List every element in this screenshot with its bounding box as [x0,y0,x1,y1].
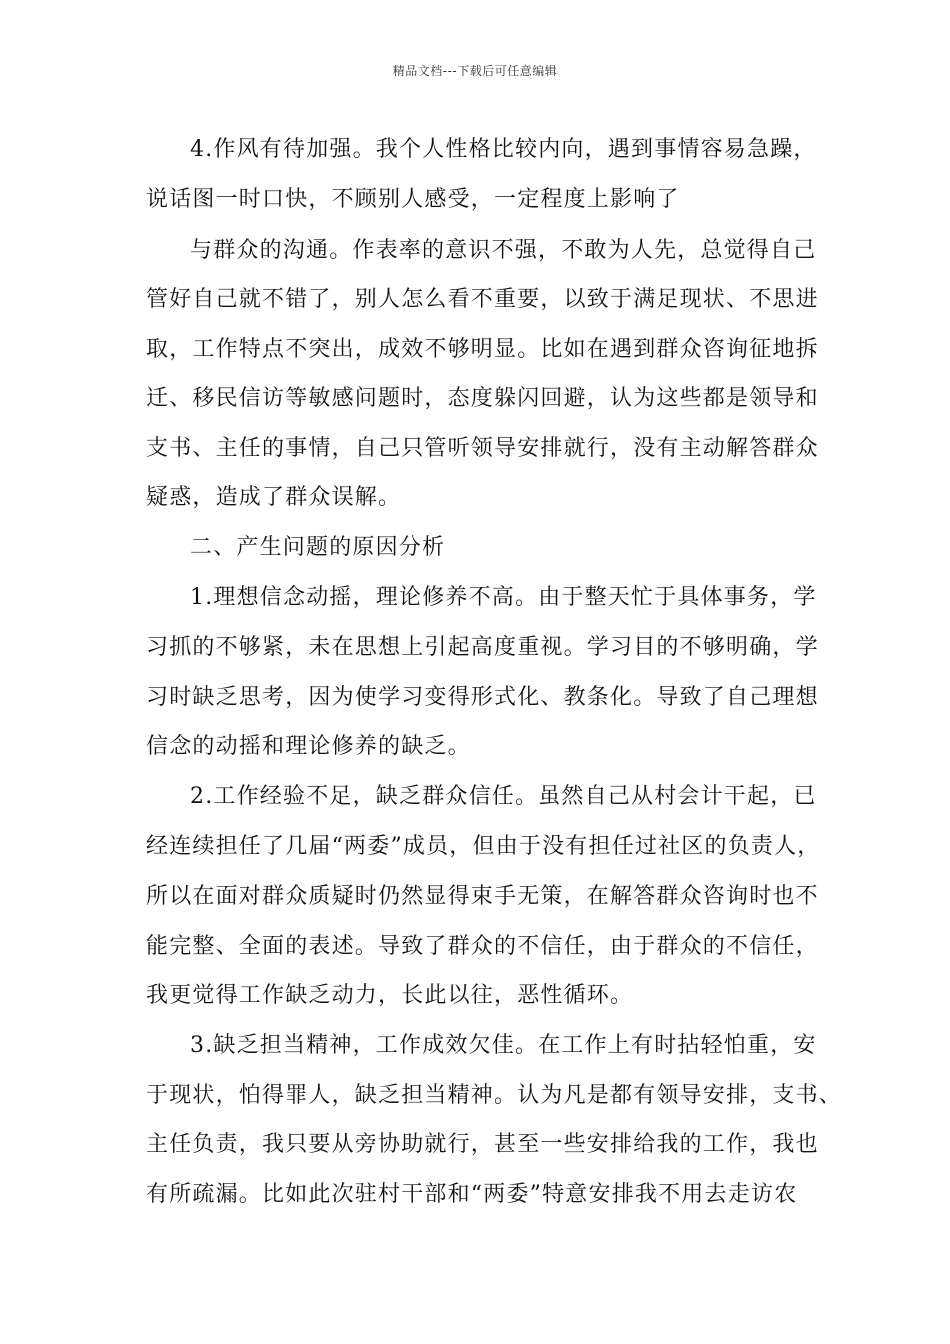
text-line: 说话图一时口快，不顾别人感受，一定程度上影响了 [146,187,680,212]
text-line: 习时缺乏思考，因为使学习变得形式化、教条化。导致了自己理想 [146,685,819,710]
text-line: 迁、移民信访等敏感问题时，态度躲闪回避，认为这些都是领导和 [146,386,819,411]
text-line: 主任负责，我只要从旁协助就行，甚至一些安排给我的工作，我也 [146,1132,819,1157]
text-line: 支书、主任的事情，自己只管听领导安排就行，没有主动解答群众 [146,436,819,461]
text-line: 有所疏漏。比如此次驻村干部和“两委”特意安排我不用去走访农 [146,1182,798,1207]
text-line: 4.作风有待加强。我个人性格比较内向，遇到事情容易急躁， [190,137,817,162]
text-line: 习抓的不够紧，未在思想上引起高度重视。学习目的不够明确，学 [146,635,819,660]
text-line: 3.缺乏担当精神，工作成效欠佳。在工作上有时拈轻怕重，安 [190,1033,817,1058]
text-line: 我更觉得工作缺乏动力，长此以往，恶性循环。 [146,983,634,1008]
text-line: 1.理想信念动摇，理论修养不高。由于整天忙于具体事务，学 [190,585,817,610]
text-line: 于现状，怕得罪人，缺乏担当精神。认为凡是都有领导安排，支书、 [146,1083,843,1108]
text-line: 与群众的沟通。作表率的意识不强，不敢为人先，总觉得自己 [190,238,817,263]
page-header: 精品文档---下载后可任意编辑 [392,64,558,78]
section-heading: 二、产生问题的原因分析 [190,535,446,560]
text-line: 经连续担任了几届“两委”成员，但由于没有担任过社区的负责人， [146,834,821,859]
text-line: 取，工作特点不突出，成效不够明显。比如在遇到群众咨询征地拆 [146,337,819,362]
text-line: 能完整、全面的表述。导致了群众的不信任，由于群众的不信任， [146,934,819,959]
text-line: 所以在面对群众质疑时仍然显得束手无策，在解答群众咨询时也不 [146,884,819,909]
text-line: 疑惑，造成了群众误解。 [146,485,402,510]
text-line: 信念的动摇和理论修养的缺乏。 [146,734,471,759]
text-line: 2.工作经验不足，缺乏群众信任。虽然自己从村会计干起，已 [190,784,817,809]
text-line: 管好自己就不错了，别人怎么看不重要，以致于满足现状、不思进 [146,287,819,312]
